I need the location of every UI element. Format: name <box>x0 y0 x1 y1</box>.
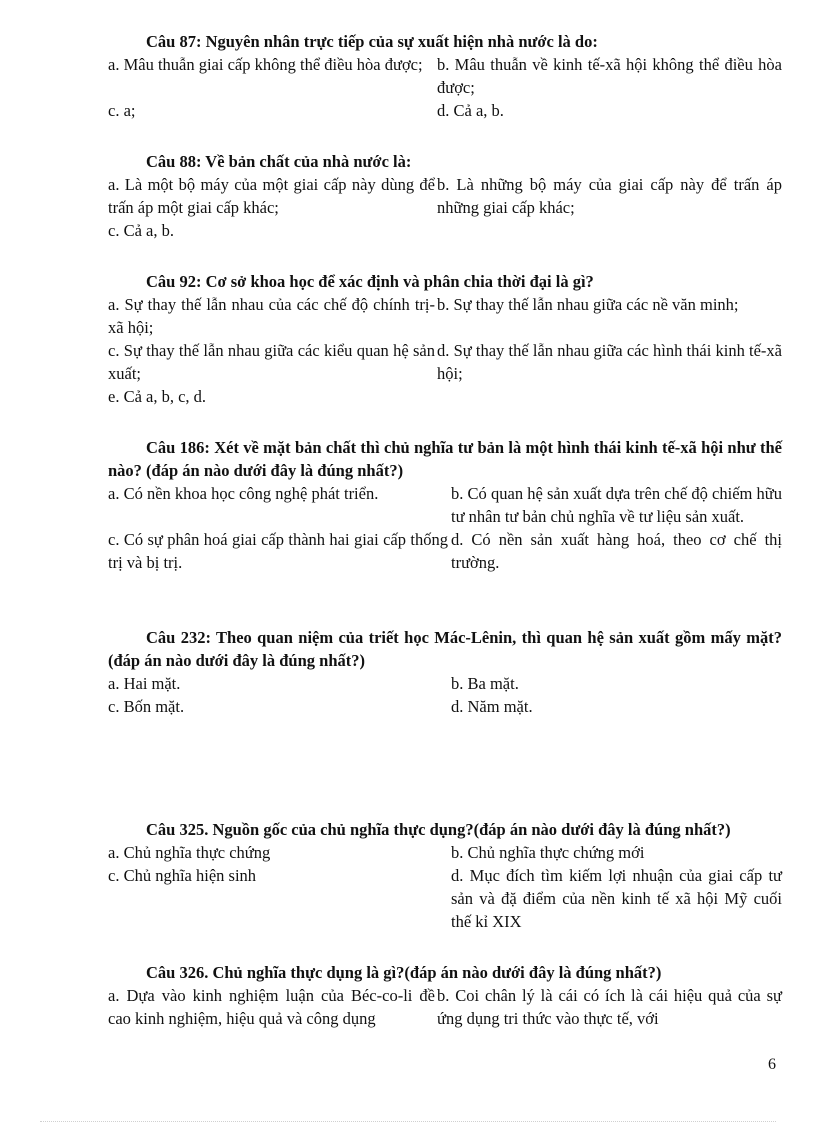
option-row <box>108 984 782 1030</box>
option-row <box>108 219 782 242</box>
option-row <box>108 841 782 864</box>
question-325 <box>108 818 782 933</box>
option-d: d. Sự thay thế lẫn nhau giữa các hình thái kinh tế-xã hội; <box>437 341 782 383</box>
question-title: Câu 325. Nguồn gốc của chủ nghĩa thực dụng?(đáp án nào dưới đây là đúng nhất?) <box>146 820 731 839</box>
option-empty <box>437 385 782 408</box>
option-a: a. Mâu thuẫn giai cấp không thể điều hòa được; <box>108 55 423 74</box>
option-row <box>108 672 782 695</box>
option-a: a. Hai mặt. <box>108 674 181 693</box>
question-186 <box>108 436 782 574</box>
question-326 <box>108 961 782 1030</box>
question-88 <box>108 150 782 242</box>
option-a: a. Có nền khoa học công nghệ phát triển. <box>108 484 379 503</box>
question-92 <box>108 270 782 408</box>
option-row <box>108 53 782 99</box>
option-a: a. Dựa vào kinh nghiệm luận của Béc-co-li đề cao kinh nghiệm, hiệu quả và công dụng <box>108 986 435 1028</box>
option-b: b. Mâu thuẫn về kinh tế-xã hội không thể điều hòa được; <box>437 55 782 97</box>
question-title: Câu 92: Cơ sở khoa học để xác định và phân chia thời đại là gì? <box>146 272 594 291</box>
option-row <box>108 173 782 219</box>
option-b: b. Coi chân lý là cái có ích là cái hiệu quả của sự ứng dụng tri thức vào thực tế, với <box>437 986 782 1028</box>
option-row <box>108 99 782 122</box>
option-e: e. Cả a, b, c, d. <box>108 387 207 406</box>
option-d: d. Năm mặt. <box>451 697 533 716</box>
option-empty <box>437 219 782 242</box>
option-b: b. Ba mặt. <box>451 674 519 693</box>
option-c: c. a; <box>108 101 136 120</box>
option-b: b. Là những bộ máy của giai cấp này để trấn áp những giai cấp khác; <box>437 175 782 217</box>
option-c: c. Bốn mặt. <box>108 697 185 716</box>
option-row <box>108 385 782 408</box>
option-a: a. Chủ nghĩa thực chứng <box>108 843 271 862</box>
option-row <box>108 528 782 574</box>
option-b: b. Sự thay thế lẫn nhau giữa các nề văn minh; <box>437 295 739 314</box>
option-d: d. Mục đích tìm kiếm lợi nhuận của giai cấp tư sản và đặ điểm của nền kinh tế xã hội Mỹ cuối thế kỉ XIX <box>451 866 782 931</box>
option-a: a. Sự thay thế lẫn nhau của các chế độ chính trị-xã hội; <box>108 295 435 337</box>
question-title: Câu 232: Theo quan niệm của triết học Mác-Lênin, thì quan hệ sản xuất gồm mấy mặt? (đáp án nào dưới đây là đúng nhất?) <box>108 628 782 670</box>
question-title: Câu 87: Nguyên nhân trực tiếp của sự xuất hiện nhà nước là do: <box>146 32 598 51</box>
question-title: Câu 88: Về bản chất của nhà nước là: <box>146 152 412 171</box>
option-c: c. Có sự phân hoá giai cấp thành hai giai cấp thống trị và bị trị. <box>108 530 448 572</box>
option-b: b. Chủ nghĩa thực chứng mới <box>451 843 645 862</box>
option-row <box>108 293 782 339</box>
document-page <box>108 30 782 1058</box>
question-232 <box>108 626 782 718</box>
option-row <box>108 695 782 718</box>
option-d: d. Cả a, b. <box>437 101 504 120</box>
question-title: Câu 186: Xét về mặt bản chất thì chủ nghĩa tư bản là một hình thái kinh tế-xã hội như thế nào? (đáp án nào dưới đây là đúng nhất?) <box>108 438 782 480</box>
option-row <box>108 482 782 528</box>
option-a: a. Là một bộ máy của một giai cấp này dùng để trấn áp một giai cấp khác; <box>108 175 435 217</box>
option-d: d. Có nền sản xuất hàng hoá, theo cơ chế thị trường. <box>451 530 782 572</box>
option-b: b. Có quan hệ sản xuất dựa trên chế độ chiếm hữu tư nhân tư bản chủ nghĩa về tư liệu sản xuất. <box>451 484 782 526</box>
option-c: c. Cả a, b. <box>108 221 174 240</box>
option-row <box>108 339 782 385</box>
question-title: Câu 326. Chủ nghĩa thực dụng là gì?(đáp án nào dưới đây là đúng nhất?) <box>146 963 662 982</box>
question-87 <box>108 30 782 122</box>
option-c: c. Sự thay thế lẫn nhau giữa các kiểu quan hệ sản xuất; <box>108 341 435 383</box>
page-number: 6 <box>768 1056 776 1073</box>
option-c: c. Chủ nghĩa hiện sinh <box>108 866 257 885</box>
option-row <box>108 864 782 933</box>
page-bottom-divider <box>40 1121 776 1122</box>
